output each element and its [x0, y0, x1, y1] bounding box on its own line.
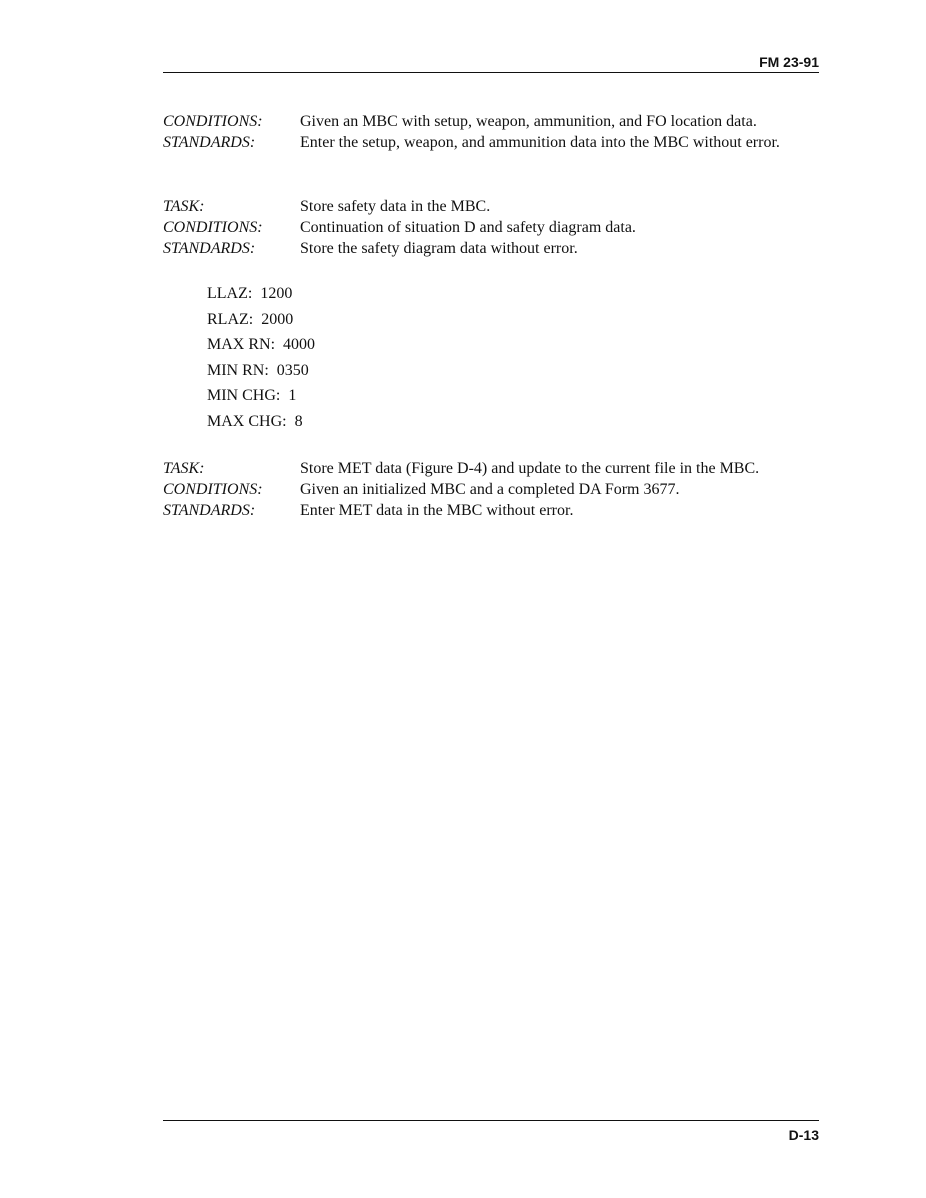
footer-rule: [163, 1120, 819, 1121]
page-number: D-13: [788, 1127, 819, 1143]
entry-text: Given an initialized MBC and a completed DA Form 3677.: [300, 481, 680, 498]
entry-text: Store MET data (Figure D-4) and update to the current file in the MBC.: [300, 460, 760, 477]
term-label: TASK:: [163, 460, 205, 477]
entry-text: Enter the setup, weapon, and ammunition data into the MBC without error.: [300, 134, 780, 151]
safety-value-item: MIN CHG: 1: [207, 387, 297, 405]
entry-text: Store the safety diagram data without error.: [300, 240, 578, 257]
term-label: CONDITIONS:: [163, 113, 263, 130]
entry-standards: [163, 238, 819, 259]
term-label: CONDITIONS:: [163, 481, 263, 498]
entry-text: Enter MET data in the MBC without error.: [300, 502, 574, 519]
term-label: CONDITIONS:: [163, 219, 263, 236]
task-met-data-block: [163, 458, 819, 521]
header-rule: [163, 72, 819, 73]
safety-value-item: MAX RN: 4000: [207, 336, 316, 354]
entry-conditions: [163, 111, 819, 132]
entry-text: Continuation of situation D and safety diagram data.: [300, 219, 636, 236]
safety-value-item: MIN RN: 0350: [207, 361, 309, 379]
safety-value-item: MAX CHG: 8: [207, 412, 303, 430]
entry-conditions: [163, 217, 819, 238]
safety-values-list: [207, 281, 315, 435]
term-label: STANDARDS:: [163, 240, 256, 257]
entry-text: Store safety data in the MBC.: [300, 198, 491, 215]
conditions-standards-block: [163, 111, 819, 153]
entry-standards: [163, 500, 819, 521]
entry-text: Given an MBC with setup, weapon, ammunition, and FO location data.: [300, 113, 757, 130]
entry-standards: [163, 132, 819, 153]
entry-task: [163, 196, 819, 217]
entry-conditions: [163, 479, 819, 500]
term-label: TASK:: [163, 198, 205, 215]
document-id: FM 23-91: [759, 54, 819, 70]
entry-task: [163, 458, 819, 479]
task-safety-data-block: [163, 196, 819, 259]
safety-value-item: LLAZ: 1200: [207, 285, 293, 302]
safety-value-item: RLAZ: 2000: [207, 310, 294, 328]
term-label: STANDARDS:: [163, 134, 256, 151]
term-label: STANDARDS:: [163, 502, 256, 519]
